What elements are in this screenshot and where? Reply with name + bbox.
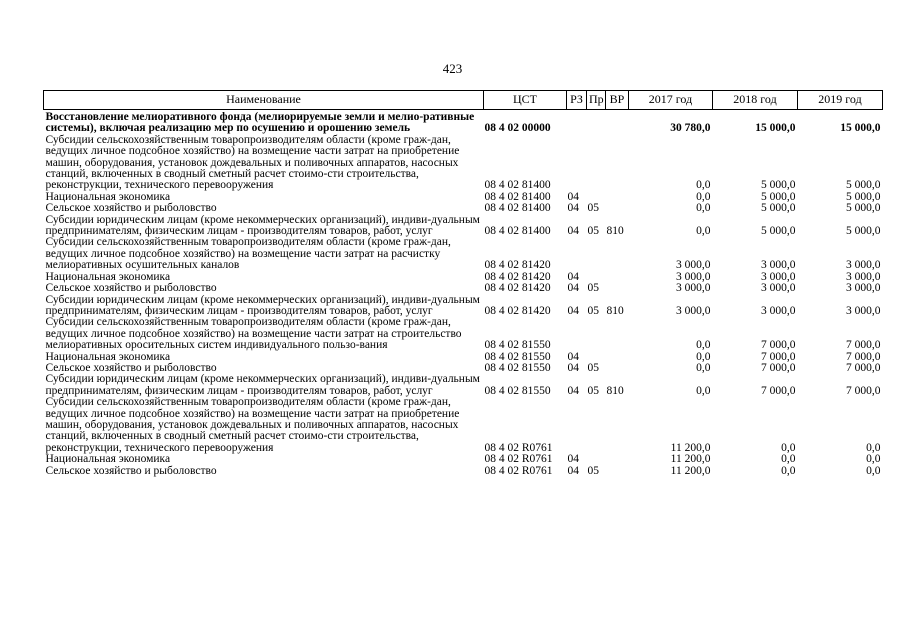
cell-y2017: 0,0 [696,361,711,374]
cell-vr [606,272,629,283]
cell-y2018: 3 000,0 [761,282,796,295]
cell-y2019: 7 000,0 [846,339,881,352]
table-row [44,135,883,192]
cell-cst: 08 4 02 81400 [484,225,551,238]
cell-vr [606,237,629,271]
cell-y2018: 7 000,0 [761,339,796,352]
cell-vr: 810 [606,225,624,238]
cell-pr: 05 [587,202,599,215]
cell-name: Национальная экономика [45,350,171,363]
cell-y2018: 3 000,0 [761,304,796,317]
table-row [44,374,883,397]
table-row [44,295,883,318]
cell-cst: 08 4 02 81400 [484,202,551,215]
table-row [44,454,883,465]
header-pr: Пр [587,91,606,110]
cell-y2017: 3 000,0 [676,270,711,283]
cell-name: Сельское хозяйство и рыболовство [45,464,217,477]
cell-pr: 05 [587,464,599,477]
cell-rz: 04 [567,361,579,374]
cell-y2017: 3 000,0 [676,259,711,272]
cell-vr [606,135,629,192]
header-2018: 2018 год [713,91,798,110]
cell-name: Национальная экономика [45,270,171,283]
cell-y2017: 0,0 [696,202,711,215]
cell-name: Национальная экономика [45,453,171,466]
cell-cst: 08 4 02 81400 [484,190,551,203]
cell-y2018: 0,0 [781,441,796,454]
cell-y2017: 0,0 [696,179,711,192]
cell-pr [587,110,606,135]
cell-y2018: 5 000,0 [761,179,796,192]
cell-cst: 08 4 02 R0761 [484,453,553,466]
cell-name: Субсидии сельскохозяйственным товаропроизводителям области (кроме граж-дан, ведущих личное подсобное хозяйство) на возмещение части затрат на приобретение машин, оборудования, установок дождевальных и поливочных аппаратов, насосных станций, включенных в сводный сметный расчет стоимо-сти строительства, реконструкции, технического перевооружения [45,133,460,192]
cell-pr: 05 [587,361,599,374]
header-2019: 2019 год [798,91,883,110]
cell-cst: 08 4 02 81550 [484,361,551,374]
cell-y2017: 30 780,0 [670,122,711,135]
header-rz: РЗ [567,91,587,110]
cell-name: Сельское хозяйство и рыболовство [45,361,217,374]
cell-y2019: 5 000,0 [846,190,881,203]
cell-y2018: 0,0 [781,464,796,477]
cell-name: Субсидии юридическим лицам (кроме некоммерческих организаций), индиви-дуальным предпринимателям, физическим лицам - производителям товаров, работ, услуг [45,213,480,238]
cell-rz: 04 [567,304,579,317]
cell-cst: 08 4 02 R0761 [484,464,553,477]
cell-y2018: 5 000,0 [761,225,796,238]
cell-name: Сельское хозяйство и рыболовство [45,282,217,295]
cell-pr [587,237,606,271]
cell-vr [606,397,629,454]
cell-y2019: 3 000,0 [846,270,881,283]
cell-y2018: 5 000,0 [761,190,796,203]
cell-y2019: 5 000,0 [846,202,881,215]
header-cst: ЦСТ [484,91,567,110]
cell-y2019: 3 000,0 [846,282,881,295]
cell-y2017: 0,0 [696,190,711,203]
cell-vr [606,203,629,214]
cell-cst: 08 4 02 81420 [484,304,551,317]
cell-y2017: 3 000,0 [676,304,711,317]
cell-cst: 08 4 02 81420 [484,282,551,295]
cell-y2018: 3 000,0 [761,259,796,272]
cell-pr: 05 [587,304,599,317]
table-row [44,397,883,454]
cell-y2019: 7 000,0 [846,350,881,363]
cell-y2018: 5 000,0 [761,202,796,215]
cell-pr: 05 [587,384,599,397]
cell-y2019: 5 000,0 [846,225,881,238]
cell-y2019: 15 000,0 [840,122,881,135]
cell-vr [606,454,629,465]
cell-cst: 08 4 02 81420 [484,270,551,283]
cell-rz: 04 [567,350,579,363]
cell-y2019: 7 000,0 [846,384,881,397]
cell-rz: 04 [567,202,579,215]
table-row [44,317,883,351]
cell-y2019: 5 000,0 [846,179,881,192]
cell-vr [606,466,629,477]
cell-y2017: 0,0 [696,225,711,238]
budget-table [43,90,883,477]
cell-y2017: 11 200,0 [670,464,711,477]
cell-rz [567,110,587,135]
cell-rz: 04 [567,464,579,477]
cell-y2019: 7 000,0 [846,361,881,374]
cell-y2019: 0,0 [866,453,881,466]
cell-cst: 08 4 02 81420 [484,259,551,272]
table-body [44,110,883,478]
table-row [44,466,883,477]
cell-y2019: 0,0 [866,441,881,454]
cell-pr [587,317,606,351]
cell-vr: 810 [606,304,624,317]
cell-rz: 04 [567,282,579,295]
cell-rz: 04 [567,270,579,283]
cell-pr: 05 [587,282,599,295]
cell-rz [567,135,587,192]
cell-name: Сельское хозяйство и рыболовство [45,202,217,215]
cell-vr [606,283,629,294]
cell-y2017: 11 200,0 [670,453,711,466]
page-number: 423 [442,61,463,76]
cell-cst: 08 4 02 81400 [484,179,551,192]
cell-cst: 08 4 02 00000 [484,122,551,135]
cell-name: Субсидии юридическим лицам (кроме некоммерческих организаций), индиви-дуальным предпринимателям, физическим лицам - производителям товаров, работ, услуг [45,293,480,317]
cell-y2018: 15 000,0 [755,122,796,135]
table-header-row [44,91,883,110]
cell-y2018: 7 000,0 [761,361,796,374]
cell-cst: 08 4 02 81550 [484,384,551,397]
cell-rz: 04 [567,384,579,397]
cell-name: Субсидии сельскохозяйственным товаропроизводителям области (кроме граж-дан, ведущих личное подсобное хозяйство) на возмещение части затрат на приобретение машин, оборудования, установок дождевальных и поливочных аппаратов, насосных станций, включенных в сводный сметный расчет стоимо-сти строительства, реконструкции, технического перевооружения [45,396,460,454]
cell-name: Субсидии юридическим лицам (кроме некоммерческих организаций), индиви-дуальным предпринимателям, физическим лицам - производителям товаров, работ, услуг [45,373,480,397]
cell-vr: 810 [606,384,624,397]
cell-rz: 04 [567,453,579,466]
table-row [44,203,883,214]
cell-rz: 04 [567,225,579,238]
cell-rz: 04 [567,190,579,203]
cell-vr [606,317,629,351]
cell-y2017: 3 000,0 [676,282,711,295]
cell-y2018: 7 000,0 [761,350,796,363]
cell-y2019: 3 000,0 [846,304,881,317]
table-row [44,283,883,294]
cell-cst: 08 4 02 81550 [484,339,551,352]
cell-vr [606,352,629,363]
cell-y2017: 11 200,0 [670,441,711,454]
cell-pr: 05 [587,225,599,238]
cell-pr [587,397,606,454]
cell-rz [567,397,587,454]
cell-name: Субсидии сельскохозяйственным товаропроизводителям области (кроме граж-дан, ведущих личное подсобное хозяйство) на возмещение части затрат на строительство мелиоративных оросительных систем индивидуального пользо-вания [45,316,462,352]
cell-name: Национальная экономика [45,190,171,203]
cell-y2019: 0,0 [866,464,881,477]
header-2017: 2017 год [629,91,713,110]
cell-y2017: 0,0 [696,384,711,397]
cell-vr [606,110,629,135]
cell-cst: 08 4 02 81550 [484,350,551,363]
cell-y2019: 3 000,0 [846,259,881,272]
table-row [44,237,883,271]
table-row [44,110,883,135]
cell-y2017: 0,0 [696,350,711,363]
cell-y2017: 0,0 [696,339,711,352]
cell-rz [567,317,587,351]
cell-y2018: 3 000,0 [761,270,796,283]
cell-vr [606,363,629,374]
cell-y2018: 7 000,0 [761,384,796,397]
cell-y2018: 0,0 [781,453,796,466]
cell-name: Восстановление мелиоративного фонда (мелиорируемые земли и мелио-ративные системы), включая реализацию мер по осушению и орошению земель [45,111,475,135]
cell-pr [587,135,606,192]
header-vr: ВР [606,91,629,110]
table-row [44,215,883,238]
cell-cst: 08 4 02 R0761 [484,441,553,454]
cell-name: Субсидии сельскохозяйственным товаропроизводителям области (кроме граж-дан, ведущих личное подсобное хозяйство) на возмещение части затрат на расчистку мелиоративных осушительных каналов [45,236,451,272]
cell-rz [567,237,587,271]
cell-pr [587,454,606,465]
header-name: Наименование [44,91,484,110]
cell-vr [606,192,629,203]
